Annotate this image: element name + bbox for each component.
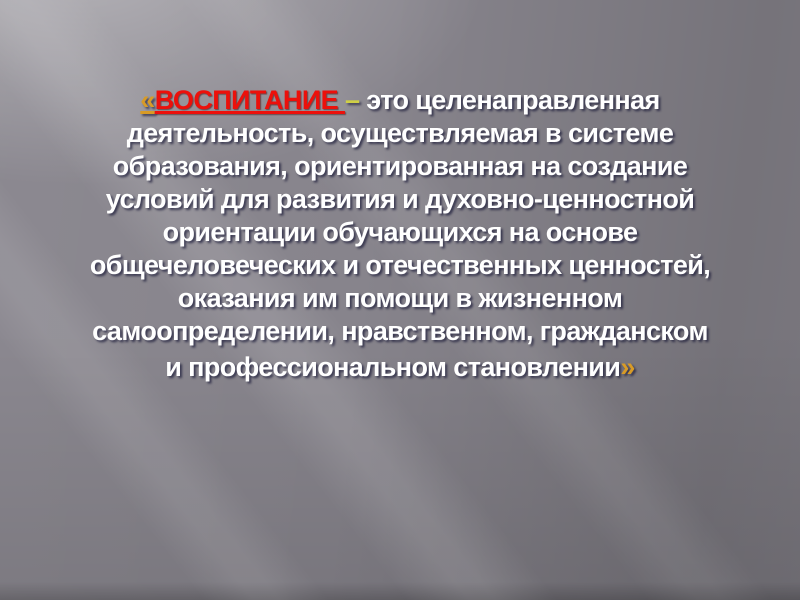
quote-line: ориентации обучающихся на основе: [162, 217, 638, 247]
quote-line: общечеловеческих и отечественных ценностей,: [89, 250, 711, 280]
quote-text-block: [30, 84, 770, 384]
quote-line-text: это целенаправленная: [366, 85, 660, 115]
quote-line: оказания им помощи в жизненном: [177, 283, 623, 313]
dash: –: [344, 85, 367, 115]
quote-line: [30, 351, 770, 384]
quote-line-text: и профессиональном становлении: [165, 352, 621, 382]
quote-line: условий для развития и духовно-ценностной: [105, 184, 695, 214]
quote-line: образования, ориентированная на создание: [112, 151, 688, 181]
quote-line: самоопределении, нравственном, гражданском: [92, 316, 708, 346]
quote-line: деятельность, осуществляемая в системе: [126, 118, 674, 148]
term-vospitanie: ВОСПИТАНИЕ: [154, 85, 345, 115]
closing-quote-mark: »: [620, 352, 635, 382]
opening-quote-mark: «: [140, 85, 155, 115]
quote-line: [30, 84, 770, 117]
